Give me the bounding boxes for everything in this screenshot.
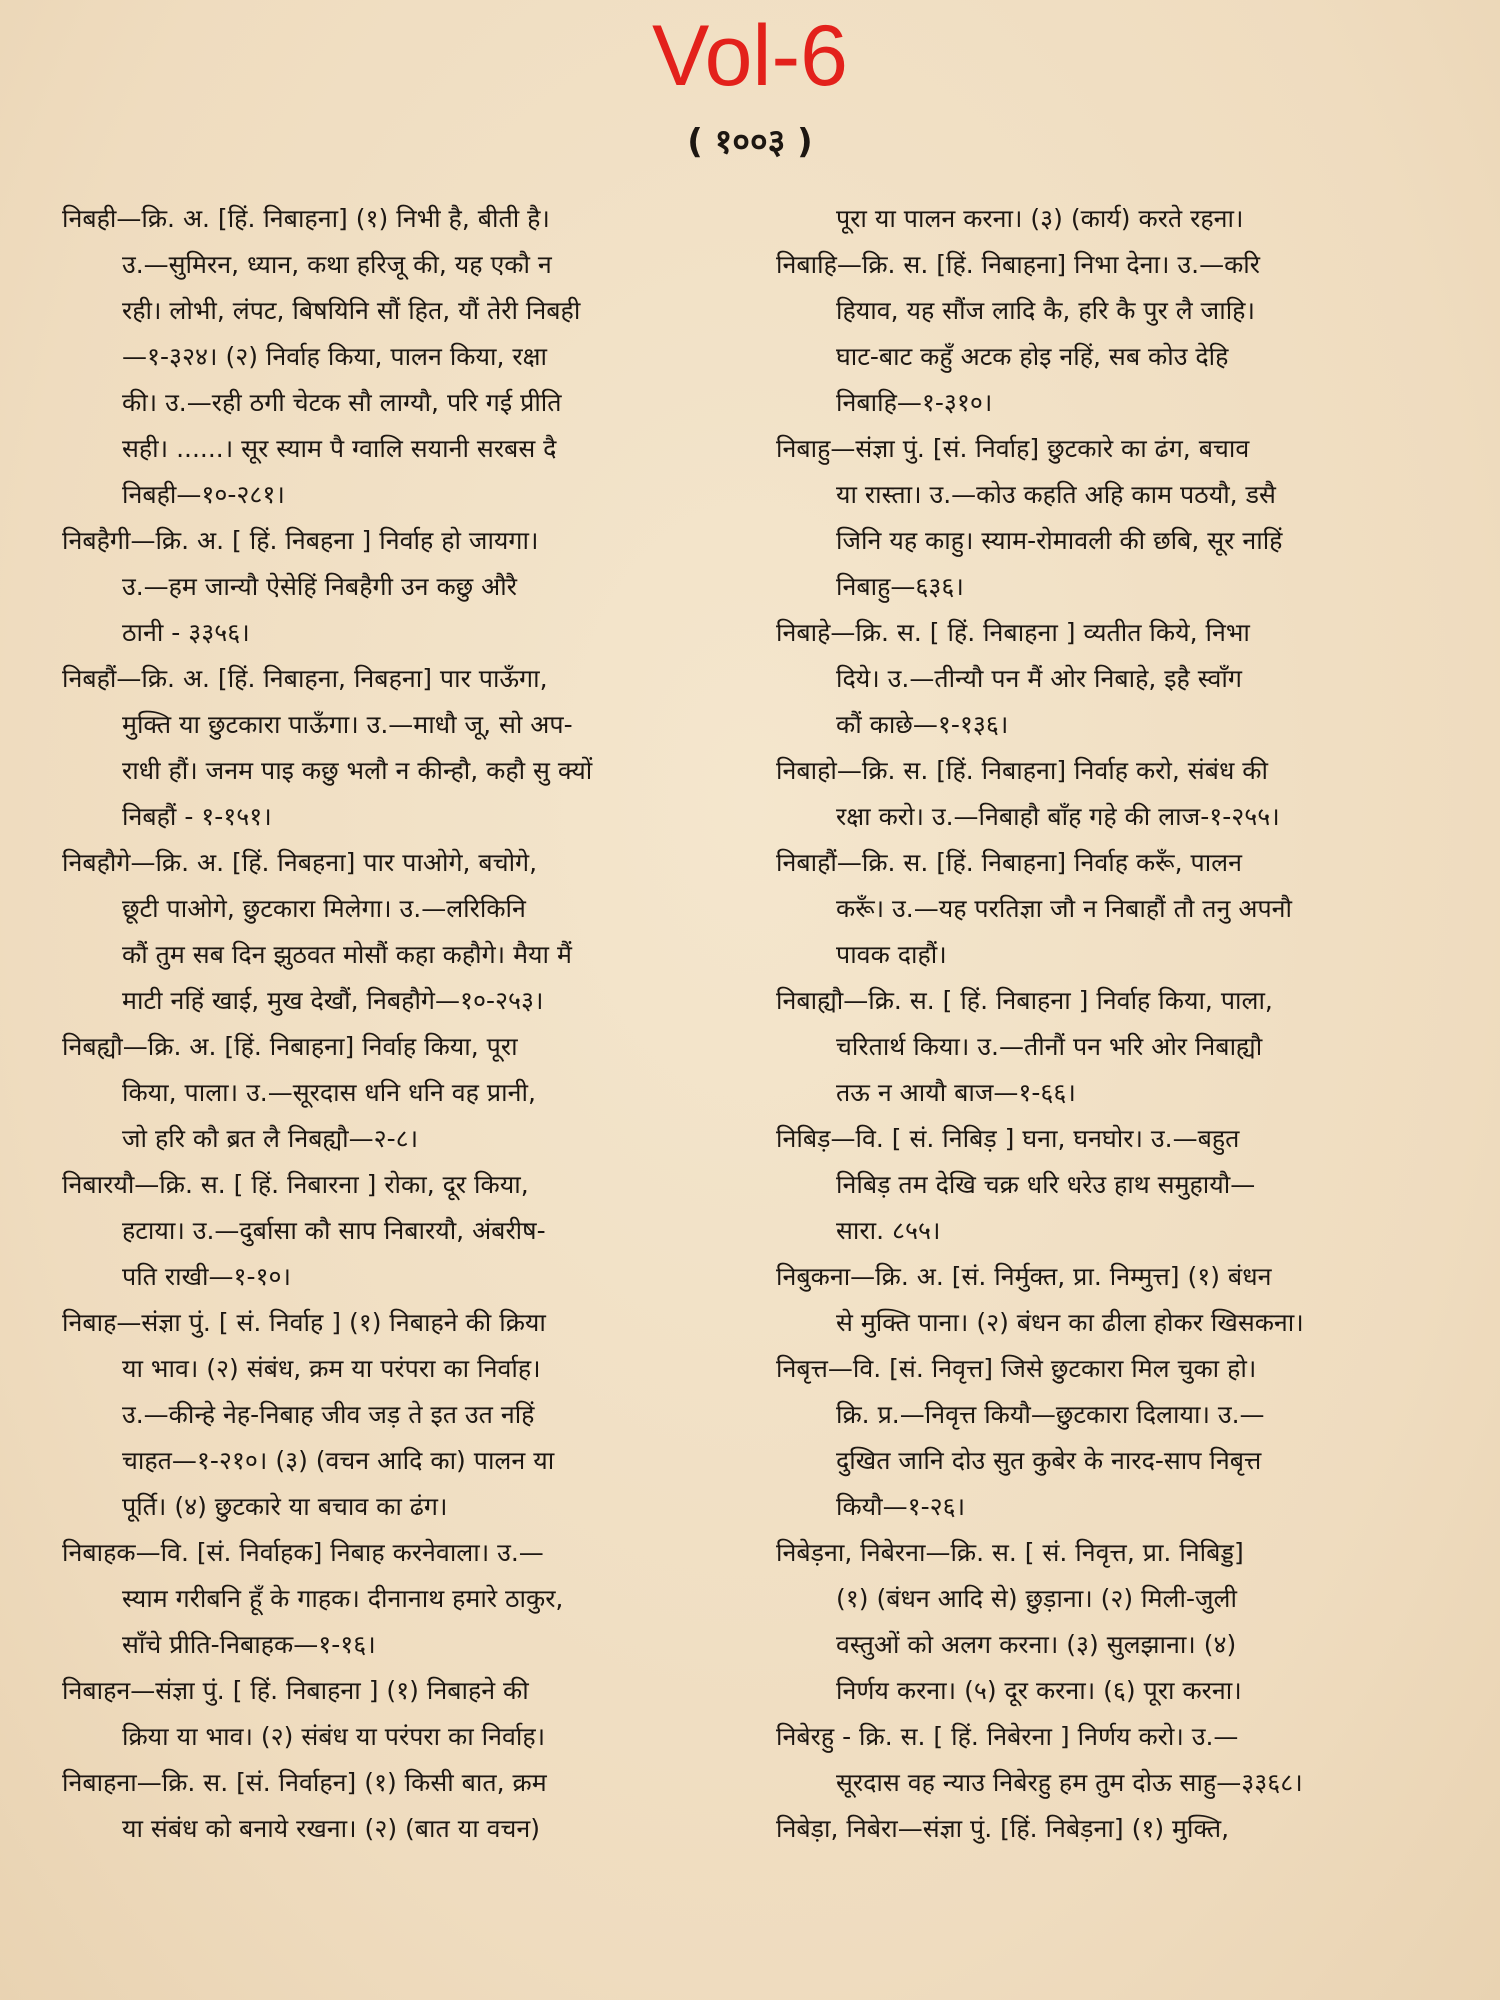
dictionary-entry <box>776 610 1456 748</box>
entry-headword-line: निबुकना—क्रि. अ. [सं. निर्मुक्त, प्रा. निम्मुत्त] (१) बंधन <box>776 1262 1272 1291</box>
entry-text-line: या भाव। (२) संबंध, क्रम या परंपरा का निर्वाह। <box>122 1354 541 1383</box>
entry-text-line: दिये। उ.—तीन्यौ पन मैं ओर निबाहे, इहै स्वाँग <box>836 664 1242 693</box>
dictionary-entry <box>776 748 1456 840</box>
entry-headword-line: निबिड़—वि. [ सं. निबिड़ ] घना, घनघोर। उ.—बहुत <box>776 1124 1240 1153</box>
entry-text-line: निबही—१०-२८१। <box>122 480 285 509</box>
entry-headword-line: निबहैगी—क्रि. अ. [ हिं. निबहना ] निर्वाह हो जायगा। <box>62 526 539 555</box>
dictionary-entry <box>776 1254 1456 1346</box>
entry-text-line: या संबंध को बनाये रखना। (२) (बात या वचन) <box>122 1814 541 1843</box>
entry-headword-line: निबही—क्रि. अ. [हिं. निबाहना] (१) निभी है, बीती है। <box>62 204 550 233</box>
dictionary-entry <box>62 1668 742 1760</box>
dictionary-entry <box>62 518 742 656</box>
dictionary-entry <box>776 840 1456 978</box>
entry-headword-line: निबेड़ना, निबेरना—क्रि. स. [ सं. निवृत्त, प्रा. निबिड्ड] <box>776 1538 1244 1567</box>
entry-headword-line: निबाह्यौ—क्रि. स. [ हिं. निबाहना ] निर्वाह किया, पाला, <box>776 986 1273 1015</box>
entry-text-line: पति राखी—१-१०। <box>122 1262 291 1291</box>
volume-label: Vol-6 <box>651 8 849 104</box>
entry-text-line: छूटी पाओगे, छुटकारा मिलेगा। उ.—लरिकिनि <box>122 894 526 923</box>
entry-headword-line: निबाहो—क्रि. स. [हिं. निबाहना] निर्वाह करो, संबंध की <box>776 756 1268 785</box>
dictionary-entry <box>62 1024 742 1162</box>
entry-headword-line: निबेड़ा, निबेरा—संज्ञा पुं. [हिं. निबेड़ना] (१) मुक्ति, <box>776 1814 1230 1843</box>
entry-text-line: पूरा या पालन करना। (३) (कार्य) करते रहना। <box>836 204 1244 233</box>
dictionary-entry <box>62 1530 742 1668</box>
dictionary-entry <box>62 656 742 840</box>
entry-text-line: वस्तुओं को अलग करना। (३) सुलझाना। (४) <box>836 1630 1237 1659</box>
entry-text-line: निबहौं - १-१५१। <box>122 802 272 831</box>
dictionary-entry <box>62 1162 742 1300</box>
entry-text-line: उ.—कीन्हे नेह-निबाह जीव जड़ ते इत उत नहिं <box>122 1400 535 1429</box>
entry-text-line: उ.—हम जान्यौ ऐसेहिं निबहैगी उन कछु औरै <box>122 572 517 601</box>
entry-text-line: चरितार्थ किया। उ.—तीनौं पन भरि ओर निबाह्यौ <box>836 1032 1263 1061</box>
entry-text-line: दुखित जानि दोउ सुत कुबेर के नारद-साप निबृत्त <box>836 1446 1262 1475</box>
dictionary-entry <box>776 978 1456 1116</box>
dictionary-entry <box>62 840 742 1024</box>
dictionary-entry <box>776 1346 1456 1530</box>
dictionary-entry <box>776 1116 1456 1254</box>
entry-text-line: हियाव, यह सौंज लादि कै, हरि कै पुर लै जाहि। <box>836 296 1255 325</box>
entry-text-line: मुक्ति या छुटकारा पाऊँगा। उ.—माधौ जू, सो अप- <box>122 710 573 739</box>
entry-headword-line: निबाहौं—क्रि. स. [हिं. निबाहना] निर्वाह करूँ, पालन <box>776 848 1243 877</box>
entry-text-line: —१-३२४। (२) निर्वाह किया, पालन किया, रक्षा <box>122 342 548 371</box>
entry-headword-line: निबारयौ—क्रि. स. [ हिं. निबारना ] रोका, दूर किया, <box>62 1170 529 1199</box>
entry-text-line: सही। ......। सूर स्याम पै ग्वालि सयानी सरबस दै <box>122 434 557 463</box>
entry-text-line: पावक दाहौं। <box>836 940 947 969</box>
entry-text-line: रही। लोभी, लंपट, बिषयिनि सौं हित, यौं तेरी निबही <box>122 296 581 325</box>
entry-text-line: राधी हौं। जनम पाइ कछु भलौ न कीन्हौ, कहौ सु क्यों <box>122 756 593 785</box>
entry-text-line: सूरदास वह न्याउ निबेरहु हम तुम दोऊ साहु—३३६८। <box>836 1768 1303 1797</box>
page-number: ( १००३ ) <box>687 122 813 162</box>
entry-text-line: या रास्ता। उ.—कोउ कहति अहि काम पठयौ, डसै <box>836 480 1276 509</box>
entry-headword-line: निबाहु—संज्ञा पुं. [सं. निर्वाह] छुटकारे का ढंग, बचाव <box>776 434 1250 463</box>
entry-headword-line: निबहौगे—क्रि. अ. [हिं. निबहना] पार पाओगे, बचोगे, <box>62 848 538 877</box>
entry-headword-line: निबहौं—क्रि. अ. [हिं. निबाहना, निबहना] पार पाऊँगा, <box>62 664 548 693</box>
dictionary-entry <box>776 426 1456 610</box>
entry-text-line: सारा. ८५५। <box>836 1216 941 1245</box>
entry-text-line: पूर्ति। (४) छुटकारे या बचाव का ढंग। <box>122 1492 448 1521</box>
entry-headword-line: निबेरहु - क्रि. स. [ हिं. निबेरना ] निर्णय करो। उ.— <box>776 1722 1239 1751</box>
left-column <box>62 196 742 1852</box>
entry-text-line: कौं काछे—१-१३६। <box>836 710 1009 739</box>
entry-text-line: घाट-बाट कहुँ अटक होइ नहिं, सब कोउ देहि <box>836 342 1229 371</box>
dictionary-entry <box>62 1300 742 1530</box>
entry-headword-line: निबृत्त—वि. [सं. निवृत्त] जिसे छुटकारा मिल चुका हो। <box>776 1354 1257 1383</box>
entry-text-line: हटाया। उ.—दुर्बासा कौ साप निबारयौ, अंबरीष- <box>122 1216 546 1245</box>
entry-headword-line: निबाह—संज्ञा पुं. [ सं. निर्वाह ] (१) निबाहने की क्रिया <box>62 1308 546 1337</box>
entry-text-line: निबिड़ तम देखि चक्र धरि धरेउ हाथ समुहायौ— <box>836 1170 1256 1199</box>
entry-text-line: क्रिया या भाव। (२) संबंध या परंपरा का निर्वाह। <box>122 1722 546 1751</box>
entry-text-line: कियौ—१-२६। <box>836 1492 966 1521</box>
entry-text-line: स्याम गरीबनि हूँ के गाहक। दीनानाथ हमारे ठाकुर, <box>122 1584 564 1613</box>
dictionary-entry <box>62 196 742 518</box>
entry-text-line: तऊ न आयौ बाज—१-६६। <box>836 1078 1076 1107</box>
dictionary-entry <box>776 242 1456 426</box>
entry-text-line: से मुक्ति पाना। (२) बंधन का ढीला होकर खिसकना। <box>836 1308 1304 1337</box>
entry-text-line: जो हरि कौ ब्रत लै निबह्यौ—२-८। <box>122 1124 419 1153</box>
right-column <box>776 196 1456 1852</box>
entry-headword-line: निबह्यौ—क्रि. अ. [हिं. निबाहना] निर्वाह किया, पूरा <box>62 1032 518 1061</box>
entry-text-line: (१) (बंधन आदि से) छुड़ाना। (२) मिली-जुली <box>836 1584 1237 1613</box>
entry-text-line: किया, पाला। उ.—सूरदास धनि धनि वह प्रानी, <box>122 1078 536 1107</box>
entry-text-line: माटी नहिं खाई, मुख देखौं, निबहौगे—१०-२५३। <box>122 986 544 1015</box>
entry-headword-line: निबाहक—वि. [सं. निर्वाहक] निबाह करनेवाला। उ.— <box>62 1538 544 1567</box>
dictionary-entry <box>776 196 1456 242</box>
entry-text-line: रक्षा करो। उ.—निबाहौ बाँह गहे की लाज-१-२५५। <box>836 802 1280 831</box>
entry-text-line: निबाहु—६३६। <box>836 572 964 601</box>
entry-text-line: जिनि यह काहु। स्याम-रोमावली की छबि, सूर नाहिं <box>836 526 1283 555</box>
entry-headword-line: निबाहे—क्रि. स. [ हिं. निबाहना ] व्यतीत किये, निभा <box>776 618 1250 647</box>
entry-text-line: निर्णय करना। (५) दूर करना। (६) पूरा करना। <box>836 1676 1242 1705</box>
dictionary-entry <box>776 1530 1456 1714</box>
entry-text-line: निबाहि—१-३१०। <box>836 388 993 417</box>
entry-text-line: कौं तुम सब दिन झुठवत मोसौं कहा कहौगे। मैया मैं <box>122 940 572 969</box>
entry-text-line: उ.—सुमिरन, ध्यान, कथा हरिजू की, यह एकौ न <box>122 250 552 279</box>
entry-text-line: चाहत—१-२१०। (३) (वचन आदि का) पालन या <box>122 1446 555 1475</box>
entry-text-line: साँचे प्रीति-निबाहक—१-१६। <box>122 1630 376 1659</box>
dictionary-entry <box>776 1714 1456 1806</box>
entry-headword-line: निबाहना—क्रि. स. [सं. निर्वाहन] (१) किसी बात, क्रम <box>62 1768 547 1797</box>
entry-text-line: की। उ.—रही ठगी चेटक सौ लाग्यौ, परि गई प्रीति <box>122 388 562 417</box>
entry-text-line: करूँ। उ.—यह परतिज्ञा जौ न निबाहौं तौ तनु अपनौ <box>836 894 1292 923</box>
dictionary-entry <box>776 1806 1456 1852</box>
dictionary-entry <box>62 1760 742 1852</box>
entry-headword-line: निबाहि—क्रि. स. [हिं. निबाहना] निभा देना। उ.—करि <box>776 250 1260 279</box>
entry-headword-line: निबाहन—संज्ञा पुं. [ हिं. निबाहना ] (१) निबाहने की <box>62 1676 529 1705</box>
entry-text-line: क्रि. प्र.—निवृत्त कियौ—छुटकारा दिलाया। उ.— <box>836 1400 1265 1429</box>
entry-text-line: ठानी - ३३५६। <box>122 618 250 647</box>
